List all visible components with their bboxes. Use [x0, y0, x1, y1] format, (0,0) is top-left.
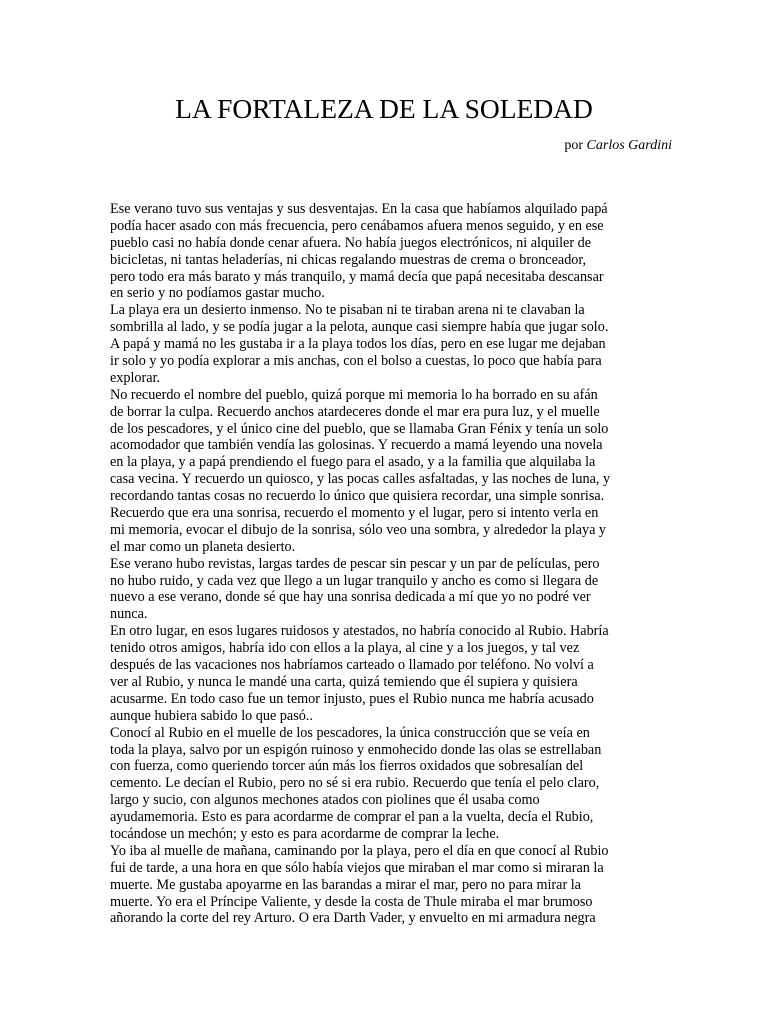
text-line: el mar como un planeta desierto. [110, 538, 296, 555]
text-line: recordando tantas cosas no recuerdo lo único que quisiera recordar, una simple sonrisa. [110, 488, 605, 505]
text-line: nuevo a ese verano, donde sé que hay una sonrisa dedicada a mí que yo no podré ver [110, 589, 591, 606]
text-line: A papá y mamá no les gustaba ir a la playa todos los días, pero en ese lugar me dejaban [110, 336, 606, 353]
text-line: La playa era un desierto inmenso. No te pisaban ni te tiraban arena ni te clavaban la [110, 302, 585, 319]
text-line: En otro lugar, en esos lugares ruidosos y atestados, no habría conocido al Rubio. Habría [110, 623, 609, 640]
text-line: podía hacer asado con más frecuencia, pero cenábamos afuera menos seguido, y en ese [110, 217, 604, 234]
text-line: Yo iba al muelle de mañana, caminando por la playa, pero el día en que conocí al Rubio [110, 842, 609, 859]
text-line: pueblo casi no había donde cenar afuera. No había juegos electrónicos, ni alquiler de [110, 234, 592, 251]
text-line: fui de tarde, a una hora en que sólo había viejos que miraban el mar como si miraran la [110, 859, 604, 876]
text-line: largo y sucio, con algunos mechones atados con piolines que él usaba como [110, 792, 540, 809]
byline [564, 137, 672, 155]
text-line: acusarme. En todo caso fue un temor injusto, pues el Rubio nunca me habría acusado [110, 690, 594, 707]
text-line: ayudamemoria. Esto es para acordarme de comprar el pan a la vuelta, decía el Rubio, [110, 809, 594, 826]
text-line: nunca. [110, 606, 148, 623]
text-line: Ese verano tuvo sus ventajas y sus desventajas. En la casa que habíamos alquilado papá [110, 201, 608, 217]
text-line: aunque hubiera sabido lo que pasó.. [110, 707, 313, 724]
text-line: explorar. [110, 369, 161, 386]
text-line: mi memoria, evocar el dibujo de la sonrisa, sólo veo una sombra, y alrededor la playa y [110, 521, 607, 538]
text-line: casa vecina. Y recuerdo un quiosco, y las pocas calles asfaltadas, y las noches de luna, y [110, 471, 611, 488]
text-line: No recuerdo el nombre del pueblo, quizá porque mi memoria lo ha borrado en su afán [110, 386, 598, 403]
text-line: cemento. Le decían el Rubio, pero no sé si era rubio. Recuerdo que tenía el pelo claro, [110, 775, 600, 792]
text-line: en la playa, y a papá prendiendo el fuego para el asado, y a la familia que alquilaba la [110, 454, 596, 471]
text-line: muerte. Yo era el Príncipe Valiente, y desde la costa de Thule miraba el mar brumoso [110, 893, 593, 910]
text-line: tocándose un mechón; y esto es para acordarme de comprar la leche. [110, 825, 500, 842]
text-line: acomodador que también vendía las golosinas. Y recuerdo a mamá leyendo una novela [110, 437, 603, 454]
text-line: de borrar la culpa. Recuerdo anchos atardeceres donde el mar era pura luz, y el muelle [110, 403, 600, 420]
text-line: sombrilla al lado, y se podía jugar a la pelota, aunque casi siempre había que jugar solo. [110, 319, 609, 336]
document-title: LA FORTALEZA DE LA SOLEDAD [175, 93, 593, 124]
text-line: Ese verano hubo revistas, largas tardes de pescar sin pescar y un par de películas, pero [110, 555, 600, 572]
text-line: después de las vacaciones nos habríamos carteado o llamado por teléfono. No volví a [110, 657, 594, 674]
text-line: toda la playa, salvo por un espigón ruinoso y enmohecido donde las olas se estrellaban [110, 741, 602, 758]
text-line: con fuerza, como queriendo torcer aún más los fierros oxidados que sobresalían del [110, 758, 584, 775]
text-line: Recuerdo que era una sonrisa, recuerdo el momento y el lugar, pero si intento verla en [110, 505, 599, 522]
text-line: pero todo era más barato y más tranquilo, y mamá decía que papá necesitaba descansar [110, 268, 604, 285]
body-text [110, 201, 670, 927]
byline-prefix: por [564, 138, 584, 153]
text-line: en serio y no podíamos gastar mucho. [110, 285, 325, 302]
author-name: Carlos Gardini [586, 138, 672, 153]
text-line: añorando la corte del rey Arturo. O era Darth Vader, y envuelto en mi armadura negra [110, 910, 596, 927]
text-line: muerte. Me gustaba apoyarme en las barandas a mirar el mar, pero no para mirar la [110, 876, 581, 893]
text-line: tenido otros amigos, habría ido con ellos a la playa, al cine y a los juegos, y tal vez [110, 640, 580, 657]
text-line: no hubo ruido, y cada vez que llego a un lugar tranquilo y ancho es como si llegara de [110, 572, 599, 589]
text-line: bicicletas, ni tantas heladerías, ni chicas regalando muestras de crema o bronceador, [110, 251, 587, 268]
text-line: Conocí al Rubio en el muelle de los pescadores, la única construcción que se veía en [110, 724, 590, 741]
text-line: de los pescadores, y el único cine del pueblo, que se llamaba Gran Fénix y tenía un solo [110, 420, 609, 437]
text-line: ver al Rubio, y nunca le mandé una carta, quizá temiendo que él supiera y quisiera [110, 673, 578, 690]
text-line: ir solo y yo podía explorar a mis anchas, con el bolso a cuestas, lo poco que había para [110, 353, 602, 370]
